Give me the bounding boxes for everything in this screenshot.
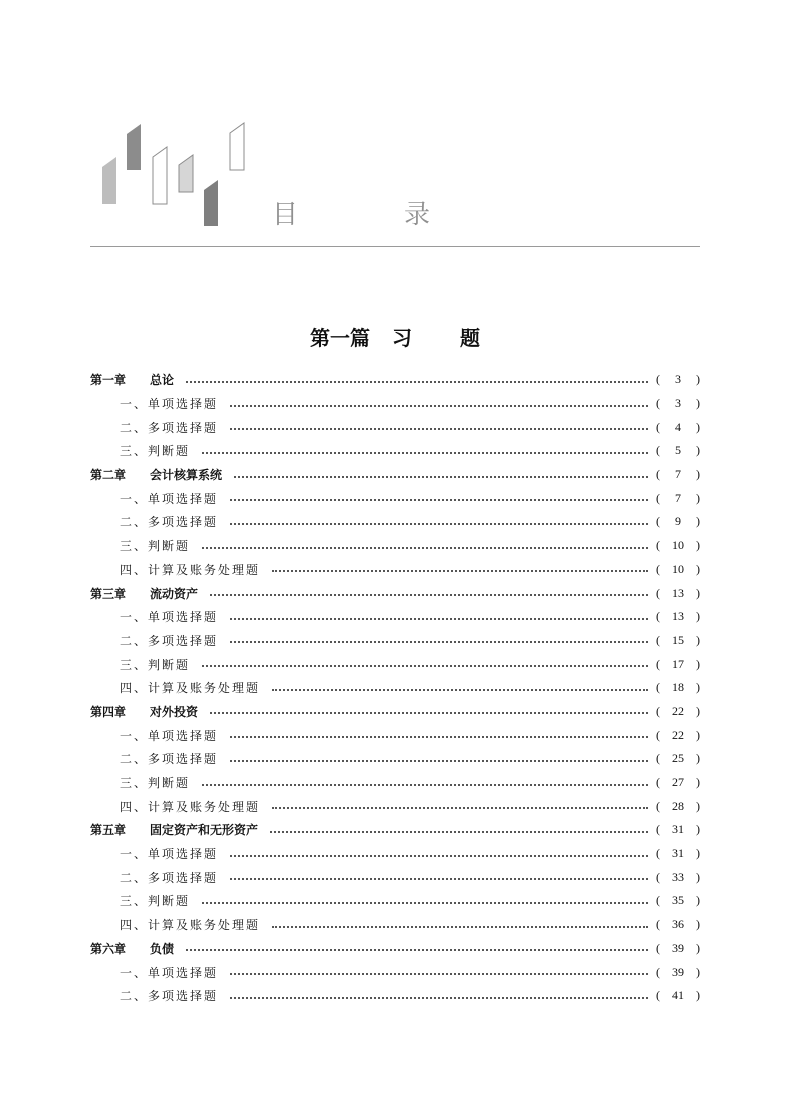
close-paren: ) [696,372,700,387]
toc-leader-dots [230,428,648,430]
open-paren: ( [656,822,660,837]
toc-entry-title: 流动资产 [150,586,199,601]
part-title-c: 题 [460,326,480,350]
page-number-value: 39 [672,964,684,979]
toc-entry-title: 二、多项选择题 [120,633,219,648]
deco-bar-6 [230,123,244,170]
open-paren: ( [656,396,660,411]
table-of-contents [90,368,700,1008]
toc-leader-dots [272,807,648,809]
toc-section-row[interactable] [90,889,700,913]
close-paren: ) [696,893,700,908]
page-number-value: 9 [675,514,681,529]
toc-chapter-number: 第一章 [90,373,127,388]
open-paren: ( [656,680,660,695]
toc-entry-title: 会计核算系统 [150,468,223,483]
page-number-value: 3 [675,372,681,387]
open-paren: ( [656,798,660,813]
toc-leader-dots [202,547,648,549]
page-number-value: 5 [675,443,681,458]
open-paren: ( [656,751,660,766]
toc-leader-dots [210,712,648,714]
open-paren: ( [656,609,660,624]
header-divider [90,246,700,247]
toc-leader-dots [230,405,648,407]
toc-page-number [656,420,700,435]
toc-section-row[interactable] [90,652,700,676]
toc-entry-title: 一、单项选择题 [120,728,219,743]
toc-section-row[interactable] [90,510,700,534]
open-paren: ( [656,703,660,718]
toc-chapter-row[interactable] [90,463,700,487]
toc-page-number [656,870,700,885]
open-paren: ( [656,372,660,387]
toc-page-number [656,988,700,1003]
page-number-value: 10 [672,561,684,576]
page-number-value: 36 [672,917,684,932]
toc-page-number [656,799,700,814]
close-paren: ) [696,775,700,790]
toc-section-row[interactable] [90,723,700,747]
open-paren: ( [656,419,660,434]
toc-leader-dots [230,641,648,643]
close-paren: ) [696,846,700,861]
toc-entry-title: 总论 [150,373,175,388]
toc-leader-dots [186,381,648,383]
toc-chapter-number: 第四章 [90,704,127,719]
open-paren: ( [656,538,660,553]
toc-leader-dots [202,784,648,786]
open-paren: ( [656,656,660,671]
page-number-value: 35 [672,893,684,908]
page-number-value: 13 [672,585,684,600]
toc-entry-title: 对外投资 [150,704,199,719]
toc-leader-dots [210,594,648,596]
toc-section-row[interactable] [90,629,700,653]
toc-entry-title: 负债 [150,941,175,956]
toc-leader-dots [272,689,648,691]
deco-bar-3 [153,147,167,204]
toc-entry-title: 二、多项选择题 [120,752,219,767]
toc-page-number [656,657,700,672]
toc-page-number [656,704,700,719]
toc-chapter-row[interactable] [90,368,700,392]
toc-leader-dots [202,452,648,454]
toc-entry-title: 三、判断题 [120,539,191,554]
toc-chapter-row[interactable] [90,818,700,842]
toc-section-row[interactable] [90,605,700,629]
close-paren: ) [696,490,700,505]
close-paren: ) [696,988,700,1003]
toc-section-row[interactable] [90,984,700,1008]
toc-entry-title: 三、判断题 [120,444,191,459]
close-paren: ) [696,609,700,624]
toc-leader-dots [230,878,648,880]
toc-page-number [656,822,700,837]
toc-leader-dots [202,665,648,667]
toc-page-number [656,680,700,695]
toc-chapter-row[interactable] [90,937,700,961]
page-number-value: 3 [675,396,681,411]
toc-page-number [656,965,700,980]
toc-section-row[interactable] [90,960,700,984]
toc-entry-title: 四、计算及账务处理题 [120,799,261,814]
page-number-value: 28 [672,798,684,813]
toc-entry-title: 一、单项选择题 [120,610,219,625]
deco-bar-1 [102,157,116,204]
toc-entry-title: 三、判断题 [120,657,191,672]
toc-entry-title: 一、单项选择题 [120,965,219,980]
open-paren: ( [656,846,660,861]
toc-section-row[interactable] [90,415,700,439]
close-paren: ) [696,514,700,529]
toc-chapter-number: 第二章 [90,468,127,483]
toc-leader-dots [230,618,648,620]
open-paren: ( [656,727,660,742]
toc-page-number [656,372,700,387]
page-number-value: 31 [672,822,684,837]
toc-leader-dots [230,499,648,501]
toc-section-row[interactable] [90,439,700,463]
toc-section-row[interactable] [90,558,700,582]
toc-page-number [656,633,700,648]
page-number-value: 17 [672,656,684,671]
toc-entry-title: 三、判断题 [120,894,191,909]
toc-section-row[interactable] [90,842,700,866]
toc-page-number [656,586,700,601]
open-paren: ( [656,632,660,647]
toc-section-row[interactable] [90,913,700,937]
close-paren: ) [696,561,700,576]
page-number-value: 33 [672,869,684,884]
toc-entry-title: 二、多项选择题 [120,420,219,435]
toc-leader-dots [230,523,648,525]
open-paren: ( [656,443,660,458]
open-paren: ( [656,490,660,505]
toc-entry-title: 四、计算及账务处理题 [120,562,261,577]
page-number-value: 31 [672,846,684,861]
open-paren: ( [656,775,660,790]
toc-section-row[interactable] [90,865,700,889]
toc-entry-title: 一、单项选择题 [120,491,219,506]
page-number-value: 39 [672,940,684,955]
part-title-b: 习 [392,326,412,350]
toc-chapter-number: 第六章 [90,941,127,956]
toc-entry-title: 二、多项选择题 [120,515,219,530]
toc-entry-title: 四、计算及账务处理题 [120,681,261,696]
toc-leader-dots [230,997,648,999]
page-number-value: 22 [672,727,684,742]
toc-leader-dots [230,855,648,857]
toc-entry-title: 二、多项选择题 [120,989,219,1004]
toc-page-number [656,941,700,956]
toc-leader-dots [270,831,648,833]
toc-chapter-row[interactable] [90,581,700,605]
toc-page-number [656,491,700,506]
toc-leader-dots [272,570,648,572]
page-number-value: 22 [672,703,684,718]
toc-entry-title: 四、计算及账务处理题 [120,918,261,933]
close-paren: ) [696,656,700,671]
page-number-value: 25 [672,751,684,766]
open-paren: ( [656,988,660,1003]
close-paren: ) [696,467,700,482]
open-paren: ( [656,893,660,908]
toc-chapter-number: 第三章 [90,586,127,601]
page-number-value: 13 [672,609,684,624]
toc-section-row[interactable] [90,747,700,771]
toc-leader-dots [272,926,648,928]
page-number-value: 4 [675,419,681,434]
close-paren: ) [696,798,700,813]
toc-section-row[interactable] [90,534,700,558]
page-title: 目 录 [272,200,471,230]
close-paren: ) [696,538,700,553]
toc-page-number [656,609,700,624]
toc-entry-title: 一、单项选择题 [120,847,219,862]
toc-page-number [656,846,700,861]
toc-page-number [656,443,700,458]
toc-page-number [656,775,700,790]
page-number-value: 27 [672,775,684,790]
close-paren: ) [696,822,700,837]
toc-chapter-row[interactable] [90,700,700,724]
open-paren: ( [656,467,660,482]
close-paren: ) [696,869,700,884]
toc-section-row[interactable] [90,794,700,818]
close-paren: ) [696,917,700,932]
toc-entry-title: 固定资产和无形资产 [150,823,259,838]
part-title [0,322,790,351]
page-number-value: 15 [672,632,684,647]
toc-leader-dots [234,476,648,478]
open-paren: ( [656,514,660,529]
close-paren: ) [696,964,700,979]
page-number-value: 41 [672,988,684,1003]
page-number-value: 7 [675,467,681,482]
open-paren: ( [656,561,660,576]
close-paren: ) [696,396,700,411]
page-number-value: 7 [675,490,681,505]
toc-page-number [656,467,700,482]
toc-entry-title: 三、判断题 [120,776,191,791]
open-paren: ( [656,585,660,600]
toc-page-number [656,396,700,411]
toc-leader-dots [186,949,648,951]
toc-page-number [656,893,700,908]
open-paren: ( [656,869,660,884]
open-paren: ( [656,964,660,979]
toc-section-row[interactable] [90,392,700,416]
toc-chapter-number: 第五章 [90,823,127,838]
toc-page-number [656,751,700,766]
toc-entry-title: 二、多项选择题 [120,870,219,885]
close-paren: ) [696,585,700,600]
toc-page-number [656,514,700,529]
toc-page-number [656,562,700,577]
toc-section-row[interactable] [90,486,700,510]
close-paren: ) [696,680,700,695]
toc-leader-dots [202,902,648,904]
deco-bar-2 [127,124,141,170]
toc-section-row[interactable] [90,771,700,795]
deco-bar-4 [179,155,193,192]
close-paren: ) [696,727,700,742]
close-paren: ) [696,632,700,647]
open-paren: ( [656,940,660,955]
toc-entry-title: 一、单项选择题 [120,397,219,412]
toc-leader-dots [230,973,648,975]
close-paren: ) [696,751,700,766]
part-title-a: 第一篇 [310,326,370,350]
toc-page-number [656,538,700,553]
toc-page-number [656,917,700,932]
page-number-value: 10 [672,538,684,553]
open-paren: ( [656,917,660,932]
toc-page-number [656,728,700,743]
toc-section-row[interactable] [90,676,700,700]
close-paren: ) [696,703,700,718]
toc-leader-dots [230,736,648,738]
toc-leader-dots [230,760,648,762]
page-number-value: 18 [672,680,684,695]
close-paren: ) [696,443,700,458]
close-paren: ) [696,940,700,955]
deco-bar-5 [204,180,218,226]
close-paren: ) [696,419,700,434]
